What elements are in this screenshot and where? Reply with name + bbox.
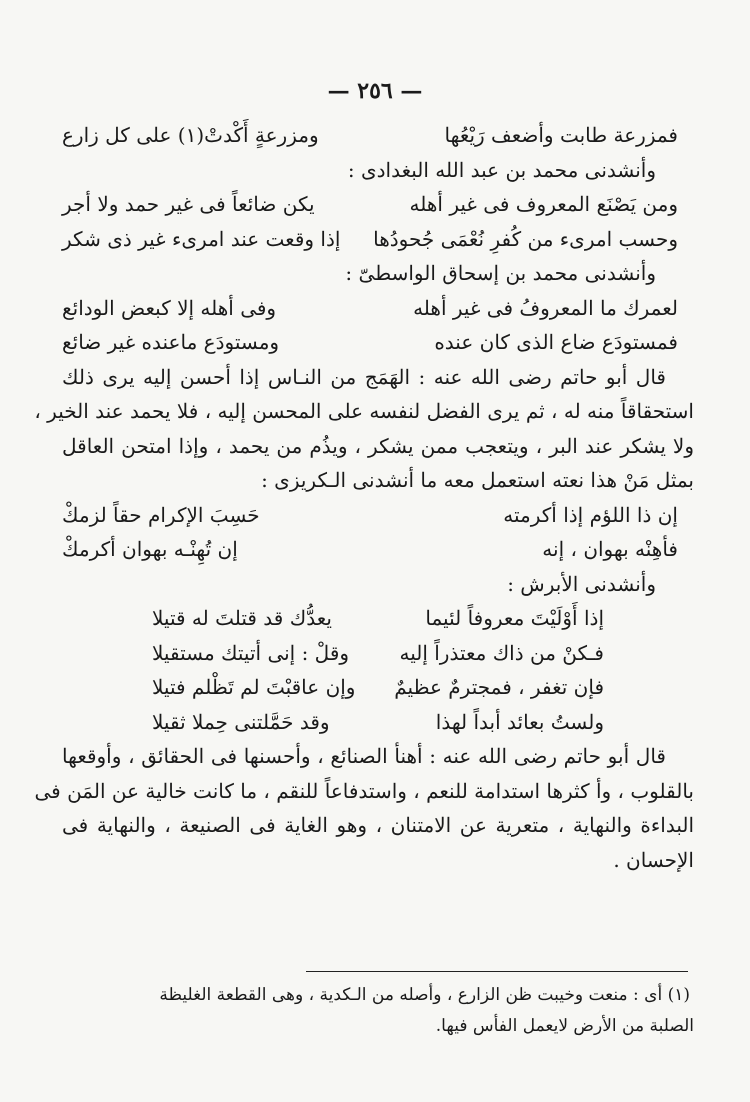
verse-first-hemistich: إن ذا اللؤم إذا أكرمته <box>503 502 678 527</box>
verse-second-hemistich: إذا وقعت عند امرىء غير ذى شكر <box>62 226 341 251</box>
verse-line <box>62 222 694 257</box>
verse-second-hemistich: وفى أهله إلا كبعض الودائع <box>62 295 277 320</box>
prose-line: قال أبو حاتم رضى الله عنه : أهنأ الصنائع ، وأحسنها فى الحقائق ، وأوقعها <box>62 744 666 768</box>
verse-first-hemistich: فمستودَع ضاع الذى كان عنده <box>434 330 678 354</box>
verse-first-hemistich: فمزرعة طابت وأضعف رَيْعُها <box>444 123 678 147</box>
prose-line: استحقاقاً منه له ، ثم يرى الفضل لنفسه على المحسن إليه ، فلا يحمد عند الخير ، <box>34 399 694 423</box>
verse-line <box>62 601 694 636</box>
verse-first-hemistich: ومن يَصْنَع المعروف فى غير أهله <box>409 192 678 216</box>
verse-line <box>62 532 694 567</box>
verse-first-hemistich: لعمرك ما المعروفُ فى غير أهله <box>413 295 678 320</box>
page-number: — ٢٥٦ — <box>327 78 423 104</box>
verse-second-hemistich: ومزرعةٍ أَكْدتْ(١) على كل زارع <box>62 123 319 147</box>
verse-first-hemistich: فإن تغفر ، فمجترمٌ عظيمٌ <box>394 675 604 699</box>
verse-line <box>62 498 694 533</box>
verse-second-hemistich: إن تُهِنْـه بهوان أكرمكْ <box>62 537 238 561</box>
attribution-line: وأنشدنى محمد بن عبد الله البغدادى : <box>347 157 656 182</box>
prose-line: الإحسان . <box>613 847 694 872</box>
verse-first-hemistich: وحسب امرىء من كُفرِ نُعْمَى جُحودُها <box>373 226 678 251</box>
prose-line: قال أبو حاتم رضى الله عنه : الهَمَج من النـاس إذا أحسن إليه يرى ذلك <box>62 364 666 389</box>
verse-line <box>62 291 694 326</box>
verse-line <box>62 636 694 671</box>
footnote-line: الصلبة من الأرض لايعمل الفأس فيها. <box>435 1016 694 1036</box>
verse-second-hemistich: وقلْ : إنى أتيتك مستقيلا <box>152 640 350 665</box>
verse-line <box>62 325 694 360</box>
verse-second-hemistich: حَسِبَ الإكرام حقاً لزمكْ <box>62 502 260 527</box>
prose-line: ولا يشكر عند البر ، ويتعجب ممن يشكر ، ويذُم من يحمد ، وإذا امتحن العاقل <box>62 433 694 458</box>
verse-first-hemistich: فـكنْ من ذاك معتذراً إليه <box>399 640 604 665</box>
main-text <box>34 118 695 877</box>
verse-first-hemistich: فأهِنْه بهوان ، إنه <box>542 537 678 561</box>
attribution-line: وأنشدنى محمد بن إسحاق الواسطىّ : <box>345 261 656 285</box>
footnotes <box>62 980 694 1042</box>
verse-second-hemistich: وإن عاقبْتَ لم تَظْلم فتيلا <box>152 675 356 699</box>
verse-line <box>62 187 694 222</box>
verse-second-hemistich: يكن ضائعاً فى غير حمد ولا أجر <box>62 192 315 216</box>
prose-line: بالقلوب ، وأ كثرها استدامة للنعم ، واستدفاعاً للنقم ، ما كانت خالية عن المَن فى <box>34 778 694 803</box>
verse-second-hemistich: ومستودَع ماعنده غير ضائع <box>62 330 280 354</box>
verse-second-hemistich: يعدُّك قد قتلتَ له قتيلا <box>152 606 332 630</box>
verse-first-hemistich: إذا أَوْلَيْتَ معروفاً لئيما <box>425 606 604 630</box>
verse-second-hemistich: وقد حَمَّلتنى حِملا ثقيلا <box>152 709 330 734</box>
verse-line <box>62 670 694 705</box>
verse-line <box>62 705 694 740</box>
prose-line: البداءة والنهاية ، متعرية عن الامتنان ، وهو الغاية فى الصنيعة ، والنهاية فى <box>62 813 695 837</box>
footnote-separator <box>306 971 688 972</box>
verse-line <box>62 118 694 153</box>
attribution-line: وأنشدنى الأبرش : <box>507 571 656 596</box>
verse-first-hemistich: ولستُ بعائد أبداً لهذا <box>435 709 604 734</box>
prose-line: بمثل مَنْ هذا نعته استعمل معه ما أنشدنى الـكريزى : <box>261 468 694 492</box>
footnote-line: (١) أى : منعت وخيبت ظن الزارع ، وأصله من الـكدية ، وهى القطعة الغليظة <box>159 985 690 1005</box>
